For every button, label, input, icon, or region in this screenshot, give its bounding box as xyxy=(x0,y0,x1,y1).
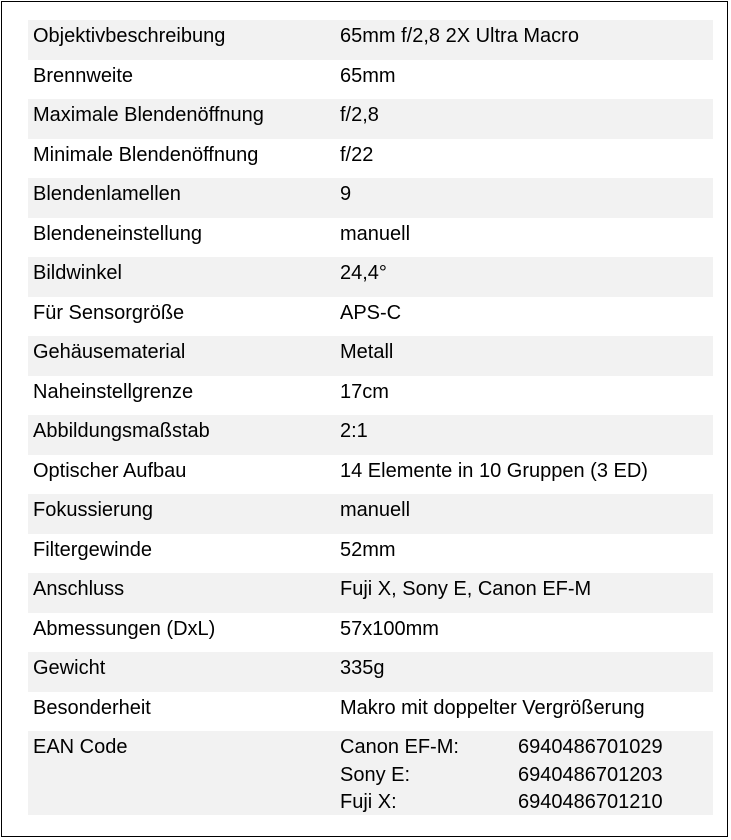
spec-value: manuell xyxy=(340,499,411,521)
spec-label: Gehäusematerial xyxy=(33,341,186,363)
spec-label: Minimale Blendenöffnung xyxy=(33,143,259,166)
spec-label: Blendeneinstellung xyxy=(33,222,203,245)
spec-value: Fuji X, Sony E, Canon EF-M xyxy=(340,578,592,600)
spec-row xyxy=(28,20,713,60)
spec-value: APS-C xyxy=(340,301,402,324)
spec-value: 24,4° xyxy=(340,262,387,284)
spec-row xyxy=(28,652,713,692)
ean-row xyxy=(28,731,713,815)
spec-row xyxy=(28,494,713,534)
spec-row xyxy=(28,534,713,574)
spec-row xyxy=(28,573,713,613)
spec-row xyxy=(28,178,713,218)
spec-label: Brennweite xyxy=(33,64,134,87)
spec-value: 2:1 xyxy=(340,420,368,442)
spec-label: Optischer Aufbau xyxy=(33,459,187,482)
spec-value: 14 Elemente in 10 Gruppen (3 ED) xyxy=(340,459,648,482)
ean-code: 6940486701029 xyxy=(518,736,663,758)
spec-value: 17cm xyxy=(340,380,389,403)
ean-mount: Sony E: xyxy=(340,763,411,786)
spec-value: 65mm f/2,8 2X Ultra Macro xyxy=(340,25,579,47)
spec-value: f/2,8 xyxy=(340,104,379,126)
spec-label: Für Sensorgröße xyxy=(33,301,185,324)
spec-label: Blendenlamellen xyxy=(33,183,181,205)
spec-row xyxy=(28,376,713,416)
ean-list xyxy=(340,735,713,818)
ean-label: EAN Code xyxy=(33,736,128,758)
spec-value: Metall xyxy=(340,341,394,363)
spec-label: Naheinstellgrenze xyxy=(33,380,194,403)
spec-label: Fokussierung xyxy=(33,499,154,521)
spec-value: 335g xyxy=(340,657,385,679)
spec-row xyxy=(28,613,713,653)
spec-row xyxy=(28,218,713,258)
spec-label: Besonderheit xyxy=(33,696,151,719)
ean-item xyxy=(340,763,713,791)
ean-item xyxy=(340,735,713,763)
ean-mount: Fuji X: xyxy=(340,791,397,813)
spec-label: Gewicht xyxy=(33,657,106,679)
spec-row xyxy=(28,139,713,179)
spec-label: Objektivbeschreibung xyxy=(33,25,226,47)
spec-table xyxy=(28,20,713,815)
spec-value: f/22 xyxy=(340,143,374,166)
spec-value: 65mm xyxy=(340,64,396,87)
spec-label: Maximale Blendenöffnung xyxy=(33,104,264,126)
spec-label: Bildwinkel xyxy=(33,262,122,284)
spec-label: Abbildungsmaßstab xyxy=(33,420,210,442)
spec-value: 9 xyxy=(340,183,352,205)
spec-row xyxy=(28,415,713,455)
ean-mount: Canon EF-M: xyxy=(340,736,459,758)
spec-value: 57x100mm xyxy=(340,617,439,640)
spec-row xyxy=(28,60,713,100)
spec-row xyxy=(28,257,713,297)
ean-code: 6940486701210 xyxy=(518,791,663,813)
spec-label: Filtergewinde xyxy=(33,538,152,561)
spec-row xyxy=(28,455,713,495)
spec-row xyxy=(28,99,713,139)
spec-label: Abmessungen (DxL) xyxy=(33,617,216,640)
ean-item xyxy=(340,790,713,818)
spec-row xyxy=(28,692,713,732)
spec-label: Anschluss xyxy=(33,578,125,600)
spec-value: manuell xyxy=(340,222,411,245)
spec-value: Makro mit doppelter Vergrößerung xyxy=(340,696,645,719)
spec-row xyxy=(28,336,713,376)
ean-code: 6940486701203 xyxy=(518,763,663,786)
spec-row xyxy=(28,297,713,337)
spec-value: 52mm xyxy=(340,538,396,561)
